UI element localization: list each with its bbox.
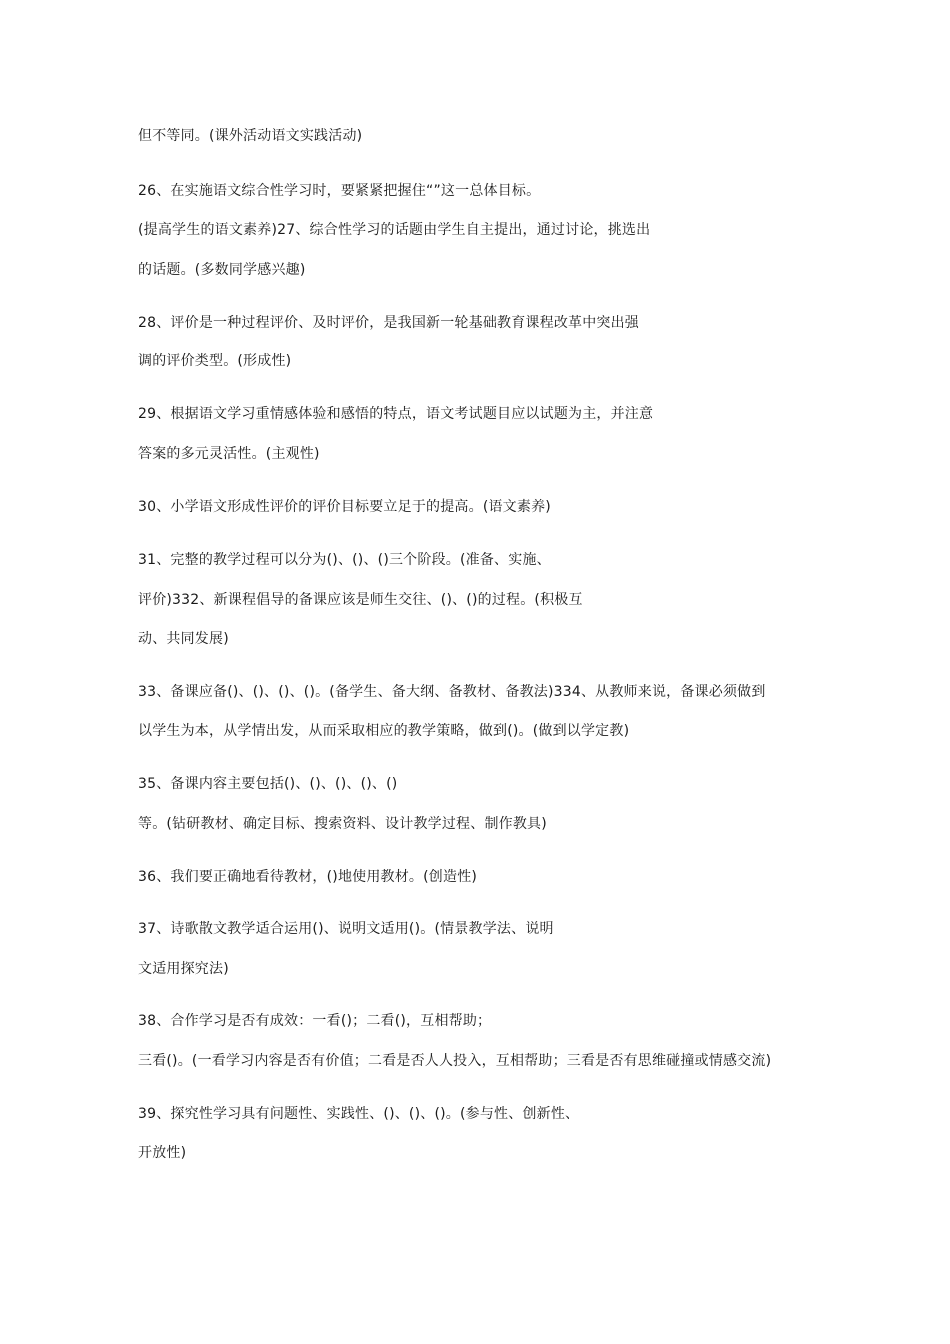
question-31-32: 评价)332、新课程倡导的备课应该是师生交往、()、()的过程。(积极互 bbox=[138, 592, 583, 608]
question-34-continuation: 以学生为本，从学情出发，从而采取相应的教学策略，做到()。(做到以学定教) bbox=[138, 723, 630, 739]
question-36: 36、我们要正确地看待教材，()地使用教材。(创造性) bbox=[138, 869, 478, 885]
question-38: 38、合作学习是否有成效：一看()；二看()，互相帮助； bbox=[138, 1013, 492, 1029]
question-28-continuation: 调的评价类型。(形成性) bbox=[138, 353, 292, 369]
question-38-continuation: 三看()。(一看学习内容是否有价值；二看是否人人投入，互相帮助；三看是否有思维碰撞或情感交流) bbox=[138, 1053, 772, 1069]
question-37-continuation: 文适用探究法) bbox=[138, 961, 229, 977]
question-39-continuation: 开放性) bbox=[138, 1145, 187, 1161]
question-37: 37、诗歌散文教学适合运用()、说明文适用()。(情景教学法、说明 bbox=[138, 921, 554, 937]
question-31: 31、完整的教学过程可以分为()、()、()三个阶段。(准备、实施、 bbox=[138, 552, 551, 568]
question-33-34: 33、备课应备()、()、()、()。(备学生、备大纲、备教材、备教法)334、从教师来说，备课必须做到 bbox=[138, 684, 766, 700]
text-line-continuation: 但不等同。(课外活动语文实践活动) bbox=[138, 128, 363, 144]
question-27-continuation: 的话题。(多数同学感兴趣) bbox=[138, 262, 306, 278]
question-35: 35、备课内容主要包括()、()、()、()、() bbox=[138, 776, 398, 792]
answer-26-question-27: (提高学生的语文素养)27、综合性学习的话题由学生自主提出，通过讨论，挑选出 bbox=[138, 222, 651, 238]
question-39: 39、探究性学习具有问题性、实践性、()、()、()。(参与性、创新性、 bbox=[138, 1106, 580, 1122]
question-28: 28、评价是一种过程评价、及时评价，是我国新一轮基础教育课程改革中突出强 bbox=[138, 315, 640, 331]
question-30: 30、小学语文形成性评价的评价目标要立足于的提高。(语文素养) bbox=[138, 499, 551, 515]
question-29: 29、根据语文学习重情感体验和感悟的特点，语文考试题目应以试题为主，并注意 bbox=[138, 406, 654, 422]
question-35-continuation: 等。(钻研教材、确定目标、搜索资料、设计教学过程、制作教具) bbox=[138, 816, 547, 832]
question-26: 26、在实施语文综合性学习时，要紧紧把握住“”这一总体目标。 bbox=[138, 183, 541, 199]
question-29-continuation: 答案的多元灵活性。(主观性) bbox=[138, 446, 320, 462]
question-32-continuation: 动、共同发展) bbox=[138, 631, 229, 647]
